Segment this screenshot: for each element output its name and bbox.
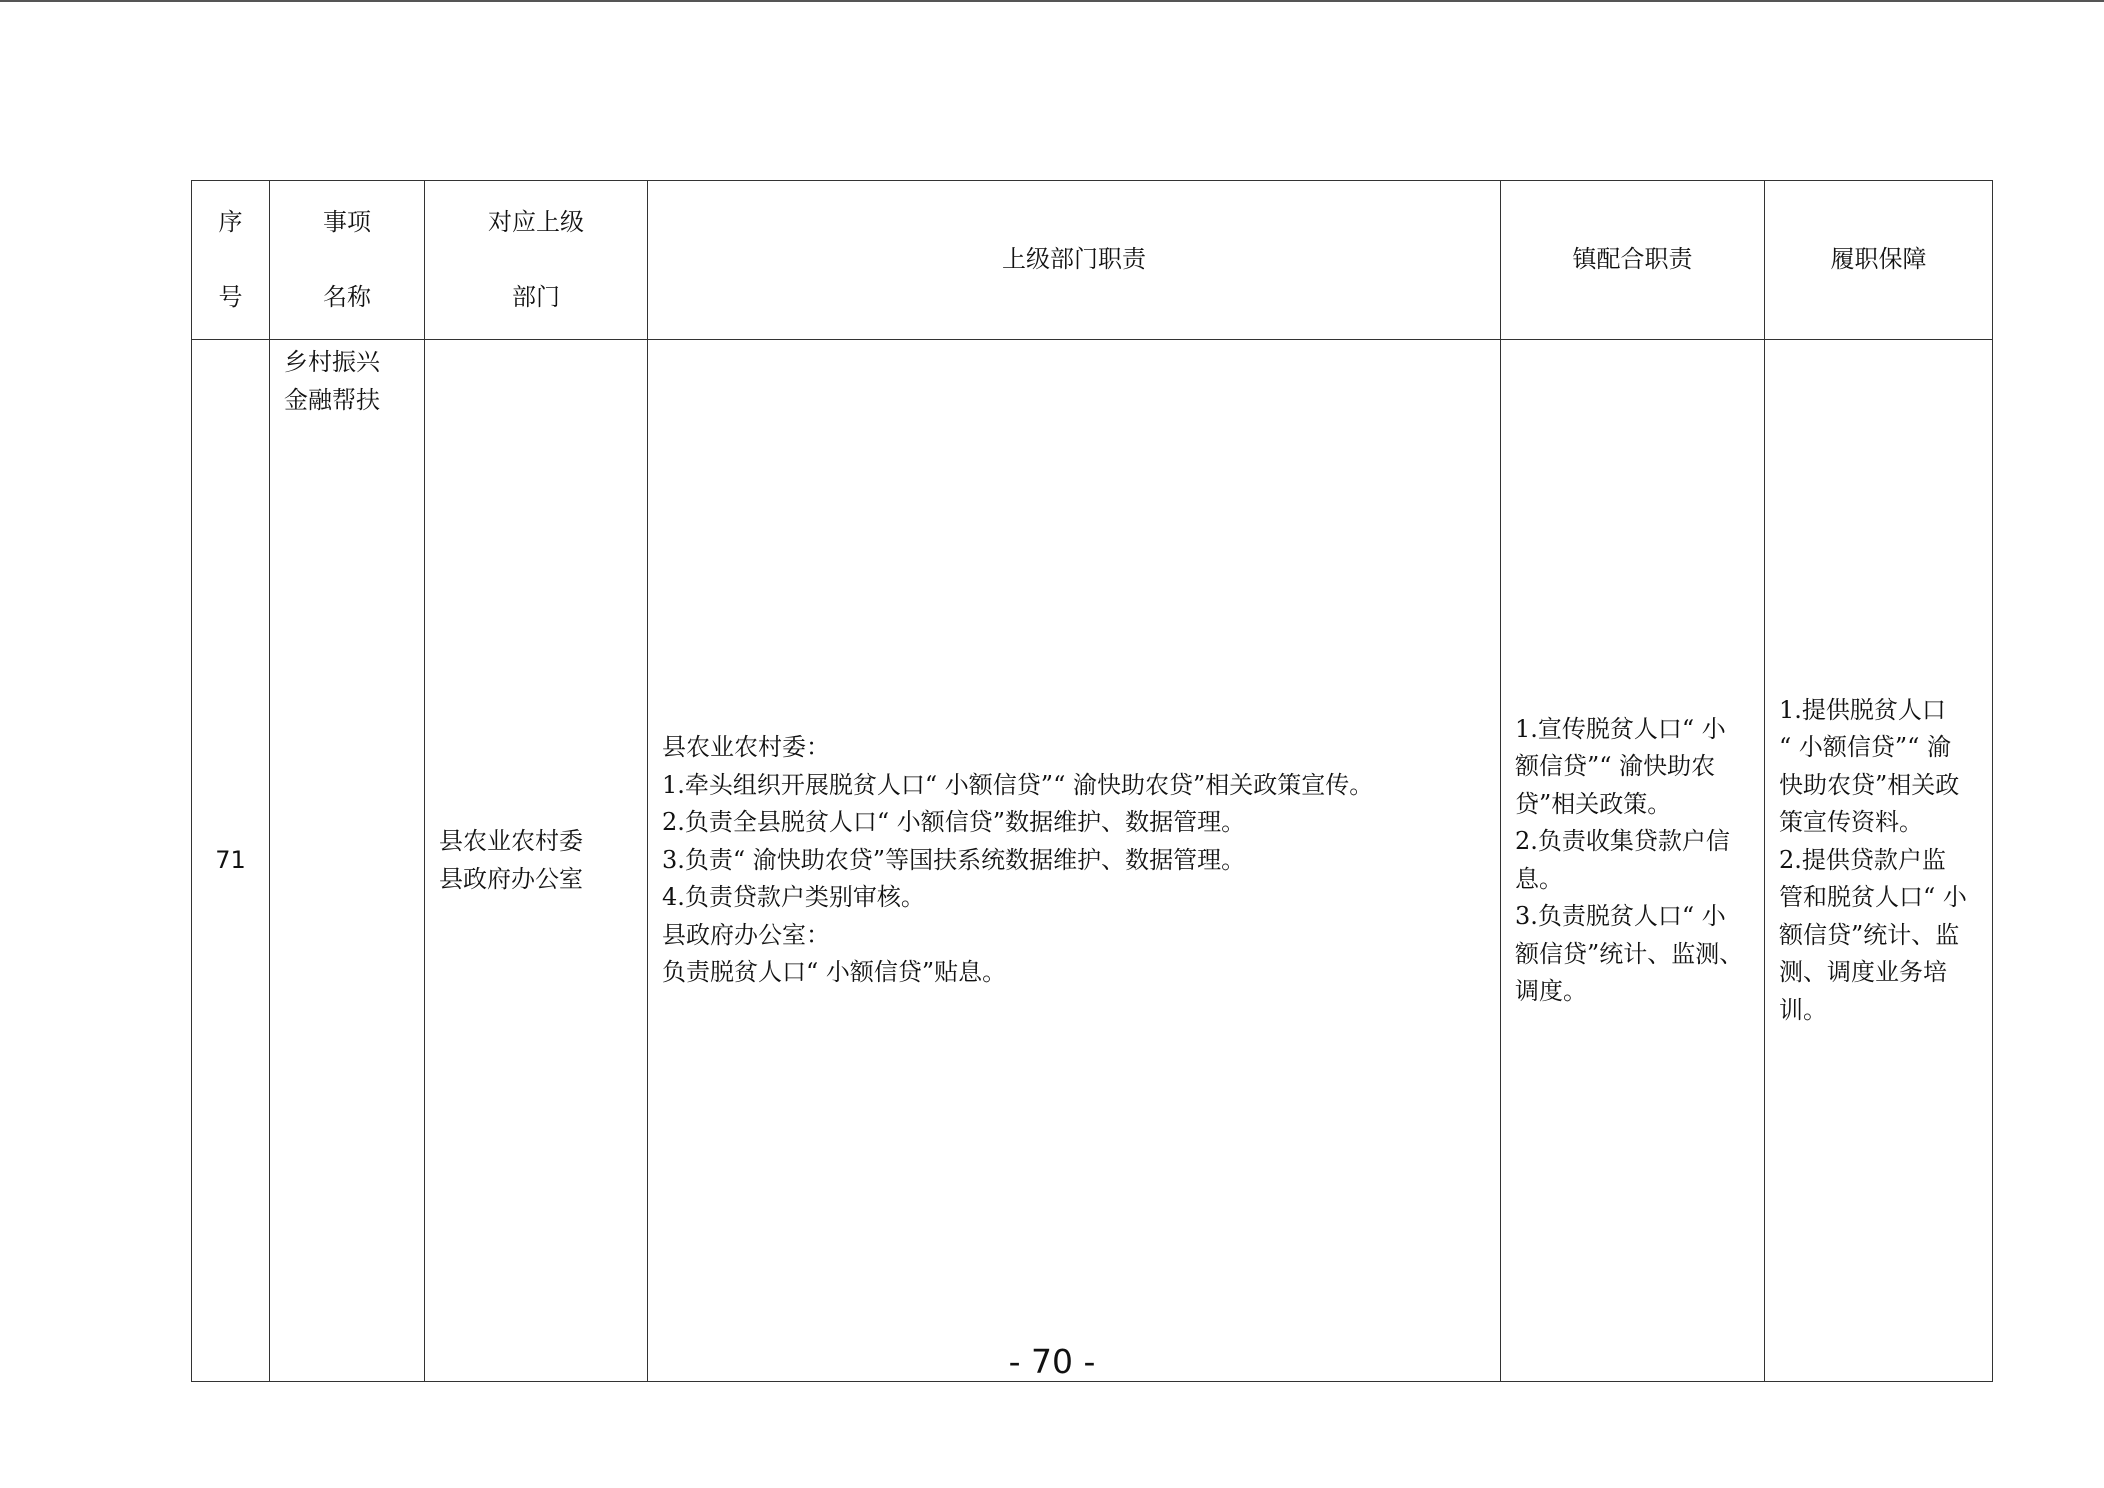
header-seq-line-2: 号 (218, 282, 243, 311)
duty-line-2: 1.牵头组织开展脱贫人口“ 小额信贷”“ 渝快助农贷”相关政策宣传。 (662, 770, 1374, 799)
header-item-line-1: 事项 (323, 208, 371, 236)
guarantee-line-3: 快助农贷”相关政 (1779, 770, 1960, 799)
duty-line-1: 县农业农村委： (662, 733, 830, 762)
town-line-5: 息。 (1515, 864, 1563, 893)
duty-line-7: 负责脱贫人口“ 小额信贷”贴息。 (662, 958, 1007, 987)
header-dept-line-1: 对应上级 (488, 208, 584, 236)
guarantee-line-4: 策宣传资料。 (1779, 808, 1923, 837)
header-duty: 上级部门职责 (648, 181, 1501, 340)
row-item-name (270, 340, 425, 1382)
town-line-7: 额信贷”统计、监测、 (1515, 939, 1744, 968)
duty-line-5: 4.负责贷款户类别审核。 (662, 883, 925, 912)
row-departments (425, 340, 648, 1382)
duty-line-3: 2.负责全县脱贫人口“ 小额信贷”数据维护、数据管理。 (662, 808, 1246, 837)
guarantee-line-5: 2.提供贷款户监 (1779, 845, 1946, 874)
row-guarantee (1765, 340, 1993, 1382)
department-line-1: 县农业农村委 (439, 827, 583, 855)
guarantee-line-7: 额信贷”统计、监 (1779, 920, 1960, 949)
department-line-2: 县政府办公室 (439, 864, 583, 893)
duty-table (191, 180, 1993, 1382)
header-dept-line-2: 部门 (512, 282, 560, 311)
row-duty (648, 340, 1501, 1382)
duty-line-6: 县政府办公室： (662, 920, 830, 949)
header-item-name (270, 181, 425, 340)
item-name-line-2: 金融帮扶 (284, 385, 380, 414)
town-line-8: 调度。 (1515, 977, 1587, 1005)
header-seq-line-1: 序 (218, 208, 243, 236)
header-town-duty: 镇配合职责 (1501, 181, 1765, 340)
item-name-line-1: 乡村振兴 (284, 348, 380, 376)
header-row (192, 181, 1993, 340)
town-line-1: 1.宣传脱贫人口“ 小 (1515, 714, 1726, 743)
row-town-duty (1501, 340, 1765, 1382)
header-department (425, 181, 648, 340)
row-seq: 71 (192, 340, 270, 1382)
page-top-rule (0, 0, 2104, 2)
header-seq (192, 181, 270, 340)
guarantee-line-9: 训。 (1779, 995, 1827, 1024)
town-line-2: 额信贷”“ 渝快助农 (1515, 752, 1716, 780)
duty-line-4: 3.负责“ 渝快助农贷”等国扶系统数据维护、数据管理。 (662, 845, 1246, 874)
header-item-line-2: 名称 (323, 282, 371, 311)
town-line-3: 贷”相关政策。 (1515, 789, 1672, 818)
guarantee-line-1: 1.提供脱贫人口 (1779, 695, 1946, 724)
guarantee-line-8: 测、调度业务培 (1779, 958, 1947, 987)
header-guarantee: 履职保障 (1765, 181, 1993, 340)
town-line-6: 3.负责脱贫人口“ 小 (1515, 902, 1726, 930)
town-line-4: 2.负责收集贷款户信 (1515, 827, 1730, 855)
guarantee-line-2: “ 小额信贷”“ 渝 (1779, 733, 1952, 762)
table-row (192, 340, 1993, 1382)
guarantee-line-6: 管和脱贫人口“ 小 (1779, 883, 1967, 912)
page-number: - 70 - (1008, 1342, 1096, 1381)
